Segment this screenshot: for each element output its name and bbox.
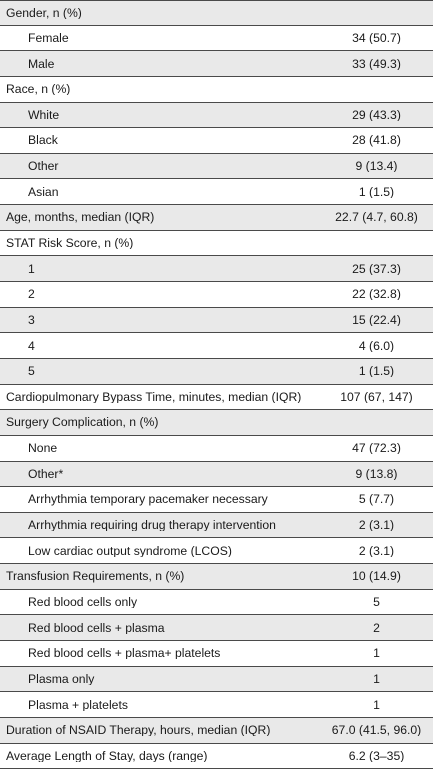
row-value: 4 (6.0)	[358, 339, 395, 352]
table-row	[0, 154, 433, 180]
row-label: 3	[28, 313, 35, 327]
row-value: 34 (50.7)	[352, 31, 401, 45]
table-row	[0, 410, 433, 436]
row-label: Red blood cells only	[28, 595, 138, 609]
row-value: 22.7 (4.7, 60.8)	[335, 211, 418, 224]
row-label: Male	[28, 57, 55, 70]
table-row	[0, 385, 433, 411]
table-row	[0, 26, 433, 52]
row-label: 1	[28, 262, 35, 275]
row-label: Female	[28, 31, 69, 45]
table-row	[0, 538, 433, 564]
row-label: 2	[28, 288, 35, 301]
row-label: Red blood cells + plasma+ platelets	[28, 647, 221, 660]
row-label: STAT Risk Score, n (%)	[6, 236, 134, 250]
row-value: 1 (1.5)	[358, 185, 395, 198]
row-value: 22 (32.8)	[352, 288, 401, 301]
table-row	[0, 51, 433, 77]
table-row	[0, 487, 433, 513]
table-row	[0, 333, 433, 359]
row-value: 2 (3.1)	[358, 519, 395, 532]
row-label: Arrhythmia requiring drug therapy intervention	[28, 519, 276, 532]
row-label: Transfusion Requirements, n (%)	[6, 570, 185, 583]
row-label: Asian	[28, 185, 59, 198]
table-row	[0, 667, 433, 693]
row-value: 25 (37.3)	[352, 262, 401, 275]
row-value: 47 (72.3)	[352, 442, 401, 455]
table-row	[0, 590, 433, 616]
table-row	[0, 205, 433, 231]
row-label: Cardiopulmonary Bypass Time, minutes, median (IQR)	[6, 390, 302, 404]
row-label: None	[28, 442, 58, 455]
row-value: 67.0 (41.5, 96.0)	[331, 724, 422, 737]
row-value: 6.2 (3–35)	[348, 749, 405, 762]
table-row	[0, 513, 433, 539]
row-value: 29 (43.3)	[352, 108, 401, 121]
table-row	[0, 718, 433, 744]
row-label: Plasma only	[28, 672, 95, 686]
table-row	[0, 462, 433, 488]
row-label: Average Length of Stay, days (range)	[6, 749, 208, 762]
table-row	[0, 179, 433, 205]
row-label: Race, n (%)	[6, 83, 71, 96]
row-value: 5	[373, 595, 380, 609]
row-value: 9 (13.8)	[355, 467, 398, 480]
row-label: Gender, n (%)	[6, 6, 82, 19]
row-value: 33 (49.3)	[352, 57, 401, 70]
row-label: Arrhythmia temporary pacemaker necessary	[28, 493, 268, 506]
table-row	[0, 128, 433, 154]
row-value: 1	[373, 647, 380, 660]
row-value: 1 (1.5)	[358, 365, 395, 378]
table-row	[0, 308, 433, 334]
row-value: 1	[373, 672, 380, 686]
row-value: 107 (67, 147)	[340, 390, 413, 404]
row-label: White	[28, 108, 60, 121]
row-value: 2 (3.1)	[358, 544, 395, 557]
row-label: Other	[28, 160, 59, 173]
table-row	[0, 692, 433, 718]
table-row	[0, 256, 433, 282]
row-label: Red blood cells + plasma	[28, 621, 165, 634]
table-row	[0, 282, 433, 308]
table-row	[0, 436, 433, 462]
row-value: 9 (13.4)	[355, 160, 398, 173]
table-row	[0, 231, 433, 257]
table-row	[0, 615, 433, 641]
row-value: 28 (41.8)	[352, 134, 401, 147]
table-row	[0, 103, 433, 129]
row-value: 5 (7.7)	[358, 493, 395, 506]
table-row	[0, 641, 433, 667]
table-row	[0, 564, 433, 590]
table-row	[0, 744, 433, 769]
row-value: 2	[373, 621, 380, 634]
row-label: Surgery Complication, n (%)	[6, 416, 159, 429]
row-label: Age, months, median (IQR)	[6, 211, 155, 224]
row-label: Duration of NSAID Therapy, hours, median (IQR)	[6, 724, 271, 737]
row-label: 5	[28, 365, 35, 378]
row-value: 10 (14.9)	[352, 570, 401, 583]
row-value: 15 (22.4)	[352, 313, 401, 327]
row-label: 4	[28, 339, 35, 352]
table-row	[0, 359, 433, 385]
row-label: Low cardiac output syndrome (LCOS)	[28, 544, 232, 557]
table-row	[0, 0, 433, 26]
row-label: Plasma + platelets	[28, 698, 128, 711]
row-label: Other*	[28, 467, 64, 480]
row-value: 1	[373, 698, 380, 711]
table-row	[0, 77, 433, 103]
row-label: Black	[28, 134, 58, 147]
